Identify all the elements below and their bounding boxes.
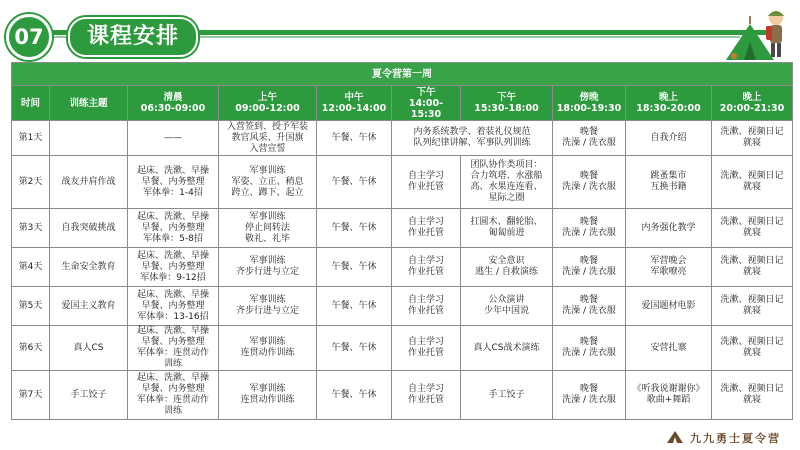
cell: 晚餐 洗澡 / 洗衣服 xyxy=(553,156,626,209)
cell: 晚餐 洗澡 / 洗衣服 xyxy=(553,287,626,326)
cell: 自主学习 作业托管 xyxy=(392,371,461,420)
table-row xyxy=(12,287,793,326)
theme-cell: 生命安全教育 xyxy=(50,248,128,287)
cell: 公众演讲 少年中国说 xyxy=(461,287,553,326)
cell: 真人CS战术演练 xyxy=(461,326,553,371)
day-cell: 第2天 xyxy=(12,156,50,209)
theme-cell xyxy=(50,121,128,156)
cell: 洗漱、视频日记 就寝 xyxy=(712,287,793,326)
theme-cell: 爱国主义教育 xyxy=(50,287,128,326)
cell: 军事训练 军姿、立正、稍息 跨立、蹲下、起立 xyxy=(219,156,317,209)
cell: 手工饺子 xyxy=(461,371,553,420)
cell: 自主学习 作业托管 xyxy=(392,156,461,209)
table-row xyxy=(12,371,793,420)
cell: 内务系统教学、着装礼仪规范 队列纪律讲解、军事队列训练 xyxy=(392,121,553,156)
cell: 起床、洗漱、早操 早餐、内务整理 军体拳：13-16招 xyxy=(128,287,219,326)
day-cell: 第1天 xyxy=(12,121,50,156)
camp-logo-icon xyxy=(666,430,684,444)
camper-illustration-icon xyxy=(712,4,792,64)
col-header: 晚上 20:00-21:30 xyxy=(712,86,793,121)
cell: 晚餐 洗澡 / 洗衣服 xyxy=(553,248,626,287)
cell: 午餐、午休 xyxy=(317,209,392,248)
col-header: 上午 09:00-12:00 xyxy=(219,86,317,121)
cell: 洗漱、视频日记 就寝 xyxy=(712,326,793,371)
cell: 跳蚤集市 互换书籍 xyxy=(626,156,712,209)
col-header: 时间 xyxy=(12,86,50,121)
cell: 内务强化教学 xyxy=(626,209,712,248)
cell: 晚餐 洗澡 / 洗衣服 xyxy=(553,326,626,371)
cell: 午餐、午休 xyxy=(317,156,392,209)
cell: 晚餐 洗澡 / 洗衣服 xyxy=(553,209,626,248)
cell: 洗漱、视频日记 就寝 xyxy=(712,371,793,420)
col-header: 训练主题 xyxy=(50,86,128,121)
col-header: 傍晚 18:00-19:30 xyxy=(553,86,626,121)
cell: 军事训练 停止间转法 敬礼、礼毕 xyxy=(219,209,317,248)
col-header: 中午 12:00-14:00 xyxy=(317,86,392,121)
day-cell: 第5天 xyxy=(12,287,50,326)
cell: 洗漱、视频日记 就寝 xyxy=(712,248,793,287)
cell: 午餐、午休 xyxy=(317,248,392,287)
day-cell: 第6天 xyxy=(12,326,50,371)
cell: 自主学习 作业托管 xyxy=(392,209,461,248)
day-cell: 第4天 xyxy=(12,248,50,287)
cell: 午餐、午休 xyxy=(317,371,392,420)
table-row xyxy=(12,248,793,287)
cell: 扛圆木、翻轮胎、 匍匐前进 xyxy=(461,209,553,248)
cell: 军事训练 齐步行进与立定 xyxy=(219,248,317,287)
cell: 晚餐 洗澡 / 洗衣服 xyxy=(553,121,626,156)
col-header: 下午 15:30-18:00 xyxy=(461,86,553,121)
theme-cell: 自我突破挑战 xyxy=(50,209,128,248)
table-row xyxy=(12,121,793,156)
footer-brand: 九九勇士夏令营 xyxy=(690,432,781,445)
cell: 军事训练 连贯动作训练 xyxy=(219,326,317,371)
cell: 自主学习 作业托管 xyxy=(392,326,461,371)
theme-cell: 手工饺子 xyxy=(50,371,128,420)
camp-title: 夏令营第一周 xyxy=(12,63,793,86)
section-number: 07 xyxy=(6,14,52,60)
col-header: 清晨 06:30-09:00 xyxy=(128,86,219,121)
cell: 安营扎寨 xyxy=(626,326,712,371)
cell: —— xyxy=(128,121,219,156)
theme-cell: 战友并肩作战 xyxy=(50,156,128,209)
day-cell: 第3天 xyxy=(12,209,50,248)
cell: 洗漱、视频日记 就寝 xyxy=(712,156,793,209)
cell: 起床、洗漱、早操 早餐、内务整理 军体拳：5-8招 xyxy=(128,209,219,248)
cell: 自主学习 作业托管 xyxy=(392,248,461,287)
col-header: 下午 14:00-15:30 xyxy=(392,86,461,121)
table-row xyxy=(12,156,793,209)
cell: 安全意识 逃生 / 自救演练 xyxy=(461,248,553,287)
cell: 起床、洗漱、早操 早餐、内务整理 军体拳：1-4招 xyxy=(128,156,219,209)
cell: 晚餐 洗澡 / 洗衣服 xyxy=(553,371,626,420)
cell: 洗漱、视频日记 就寝 xyxy=(712,209,793,248)
cell: 爱国题材电影 xyxy=(626,287,712,326)
header-row xyxy=(12,86,793,121)
cell: 午餐、午休 xyxy=(317,326,392,371)
table-row xyxy=(12,326,793,371)
page-title: 课程安排 xyxy=(68,17,198,57)
cell: 午餐、午休 xyxy=(317,121,392,156)
cell: 自我介绍 xyxy=(626,121,712,156)
cell: 《听我说谢谢你》 歌曲+舞蹈 xyxy=(626,371,712,420)
cell: 起床、洗漱、早操 早餐、内务整理 军体拳：9-12招 xyxy=(128,248,219,287)
cell: 军营晚会 军歌嘹亮 xyxy=(626,248,712,287)
cell: 自主学习 作业托管 xyxy=(392,287,461,326)
cell: 团队协作类项目： 合力筑塔、水涨船 高、水果连连看、 星际之圈 xyxy=(461,156,553,209)
cell: 午餐、午休 xyxy=(317,287,392,326)
col-header: 晚上 18:30-20:00 xyxy=(626,86,712,121)
cell: 起床、洗漱、早操 早餐、内务整理 军体拳：连贯动作 训练 xyxy=(128,326,219,371)
schedule-table xyxy=(11,62,793,420)
cell: 军事训练 齐步行进与立定 xyxy=(219,287,317,326)
day-cell: 第7天 xyxy=(12,371,50,420)
cell: 入营签到、授予军装 教官风采、升国旗 入营宣誓 xyxy=(219,121,317,156)
theme-cell: 真人CS xyxy=(50,326,128,371)
cell: 洗漱、视频日记 就寝 xyxy=(712,121,793,156)
table-row xyxy=(12,209,793,248)
cell: 军事训练 连贯动作训练 xyxy=(219,371,317,420)
cell: 起床、洗漱、早操 早餐、内务整理 军体拳：连贯动作 训练 xyxy=(128,371,219,420)
